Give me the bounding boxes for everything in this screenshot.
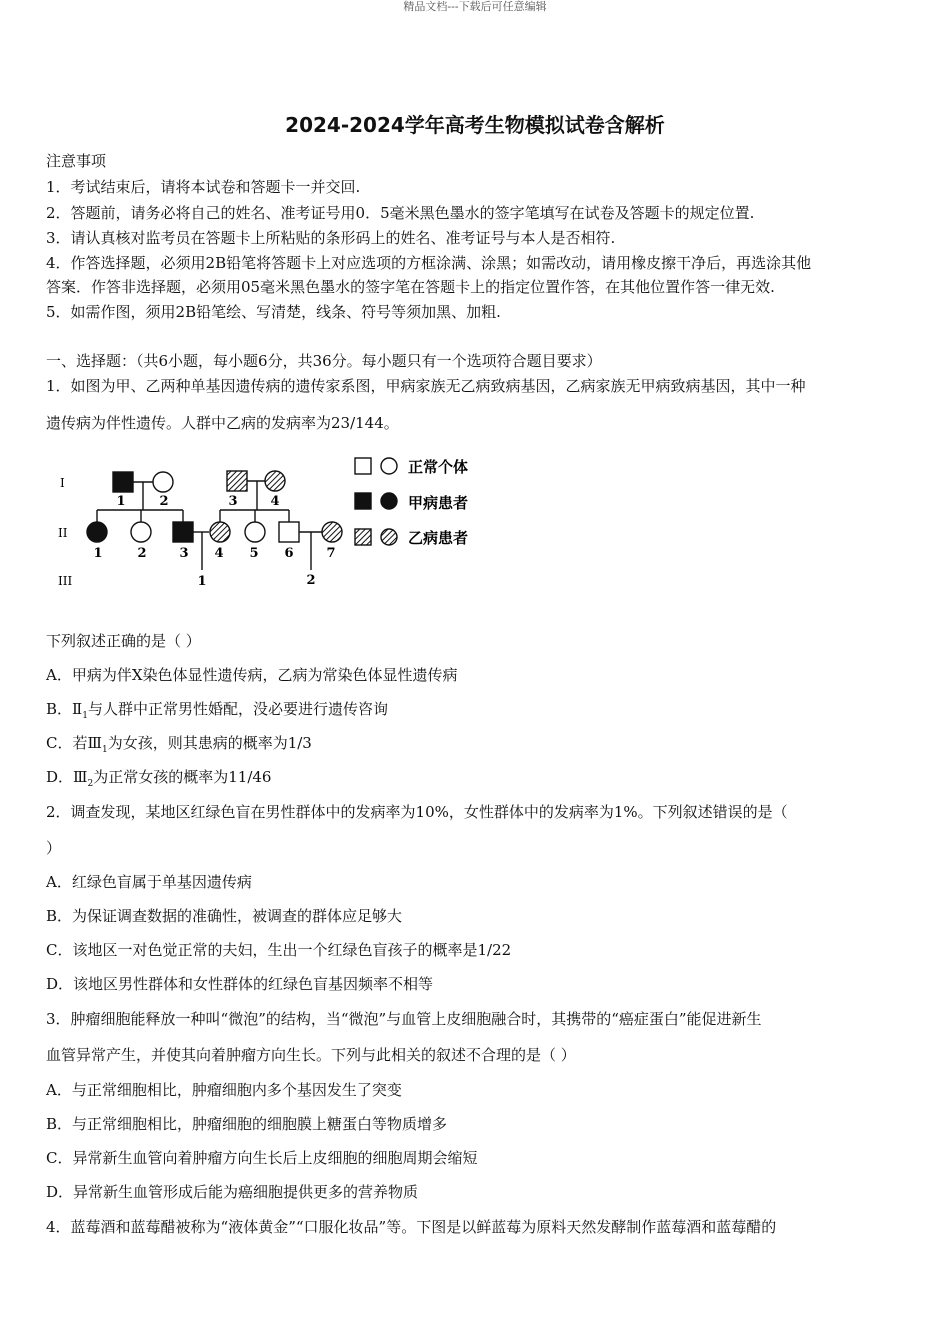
legend-normal-female — [381, 458, 397, 474]
q3-line2: 血管异常产生，并使其向着肿瘤方向生长。下列与此相关的叙述不合理的是（ ） — [46, 1046, 576, 1064]
legend-jia-label: 甲病患者 — [408, 494, 469, 512]
q1-option-c: C．若$Ⅲ_1$为女孩，则其患病的概率为1/3 — [46, 734, 312, 755]
q2-line1: 2．调查发现，某地区红绿色盲在男性群体中的发病率为10%，女性群体中的发病率为1%。下列叙述错误的是（ — [46, 803, 788, 821]
label-II4: 4 — [214, 546, 224, 561]
q3-option-b: B．与正常细胞相比，肿瘤细胞的细胞膜上糖蛋白等物质增多 — [46, 1115, 448, 1133]
individual-II3 — [173, 522, 193, 542]
label-III2: 2 — [306, 573, 316, 588]
legend-normal-label: 正常个体 — [408, 458, 469, 476]
gen-label-II: II — [58, 526, 68, 540]
label-II5: 5 — [249, 546, 259, 561]
label-III1: 1 — [197, 574, 207, 589]
notice-item: 答案．作答非选择题，必须用05毫米黑色墨水的签字笔在答题卡上的指定位置作答，在其他位置作答一律无效. — [46, 278, 775, 296]
notice-heading: 注意事项 — [46, 152, 107, 170]
label-II2: 2 — [137, 546, 147, 561]
legend-jia-female — [381, 493, 397, 509]
q3-option-c: C．异常新生血管向着肿瘤方向生长后上皮细胞的细胞周期会缩短 — [46, 1149, 478, 1167]
page-header: 精品文档---下载后可任意编辑 — [403, 0, 547, 13]
individual-II4 — [210, 522, 230, 542]
label-II7: 7 — [326, 546, 336, 561]
label-II1: 1 — [93, 546, 103, 561]
q1-line2: 遗传病为伴性遗传。人群中乙病的发病率为23/144。 — [46, 414, 399, 432]
notice-item: 3．请认真核对监考员在答题卡上所粘贴的条形码上的姓名、准考证号与本人是否相符. — [46, 229, 616, 247]
label-I1: 1 — [116, 494, 126, 509]
individual-I2 — [153, 472, 173, 492]
legend-yi-male — [355, 529, 371, 545]
q1-option-d: D．$Ⅲ_2$为正常女孩的概率为11/46 — [46, 768, 272, 789]
individual-II1 — [87, 522, 107, 542]
individual-II2 — [131, 522, 151, 542]
q3-option-a: A．与正常细胞相比，肿瘤细胞内多个基因发生了突变 — [46, 1081, 402, 1099]
legend-yi-label: 乙病患者 — [408, 529, 469, 547]
gen-label-I: I — [60, 476, 65, 490]
notice-item: 1．考试结束后，请将本试卷和答题卡一并交回. — [46, 178, 361, 196]
legend-yi-female — [381, 529, 397, 545]
q1-option-b: B．$Ⅱ_1$与人群中正常男性婚配，没必要进行遗传咨询 — [46, 700, 388, 721]
notice-item: 4．作答选择题，必须用2B铅笔将答题卡上对应选项的方框涂满、涂黑；如需改动，请用橡皮擦干净后，再选涂其他 — [46, 254, 812, 272]
individual-I3 — [227, 471, 247, 491]
page-title: 2024-2024学年高考生物模拟试卷含解析 — [285, 113, 665, 137]
label-II3: 3 — [179, 546, 189, 561]
q1-option-a: A．甲病为伴X染色体显性遗传病，乙病为常染色体显性遗传病 — [46, 666, 458, 684]
individual-I4 — [265, 471, 285, 491]
q1-stem: 下列叙述正确的是（ ） — [46, 632, 201, 650]
q2-line2: ） — [46, 839, 62, 857]
individual-II7 — [322, 522, 342, 542]
label-I3: 3 — [228, 494, 238, 509]
notice-item: 2．答题前，请务必将自己的姓名、准考证号用0．5毫米黑色墨水的签字笔填写在试卷及答题卡的规定位置. — [46, 204, 755, 222]
gen-label-III: III — [58, 574, 73, 588]
q2-option-a: A．红绿色盲属于单基因遗传病 — [46, 873, 252, 891]
label-I2: 2 — [159, 494, 169, 509]
label-I4: 4 — [270, 494, 280, 509]
q3-line1: 3．肿瘤细胞能释放一种叫“微泡”的结构，当“微泡”与血管上皮细胞融合时，其携带的“癌症蛋白”能促进新生 — [46, 1010, 762, 1028]
q4-line1: 4．蓝莓酒和蓝莓醋被称为“液体黄金”“口服化妆品”等。下图是以鲜蓝莓为原料天然发酵制作蓝莓酒和蓝莓醋的 — [46, 1218, 777, 1236]
q1-line1: 1．如图为甲、乙两种单基因遗传病的遗传家系图，甲病家族无乙病致病基因，乙病家族无甲病致病基因，其中一种 — [46, 377, 806, 395]
q2-option-b: B．为保证调查数据的准确性，被调查的群体应足够大 — [46, 907, 403, 925]
q2-option-c: C．该地区一对色觉正常的夫妇，生出一个红绿色盲孩子的概率是1/22 — [46, 941, 512, 959]
legend-jia-male — [355, 493, 371, 509]
individual-I1 — [113, 472, 133, 492]
section-heading: 一、选择题：（共6小题，每小题6分，共36分。每小题只有一个选项符合题目要求） — [46, 352, 602, 370]
legend-normal-male — [355, 458, 371, 474]
individual-II5 — [245, 522, 265, 542]
notice-item: 5．如需作图，须用2B铅笔绘、写清楚，线条、符号等须加黑、加粗. — [46, 303, 501, 321]
label-II6: 6 — [284, 546, 294, 561]
q2-option-d: D．该地区男性群体和女性群体的红绿色盲基因频率不相等 — [46, 975, 434, 993]
individual-II6 — [279, 522, 299, 542]
q3-option-d: D．异常新生血管形成后能为癌细胞提供更多的营养物质 — [46, 1183, 419, 1201]
pedigree-chart — [40, 455, 500, 595]
